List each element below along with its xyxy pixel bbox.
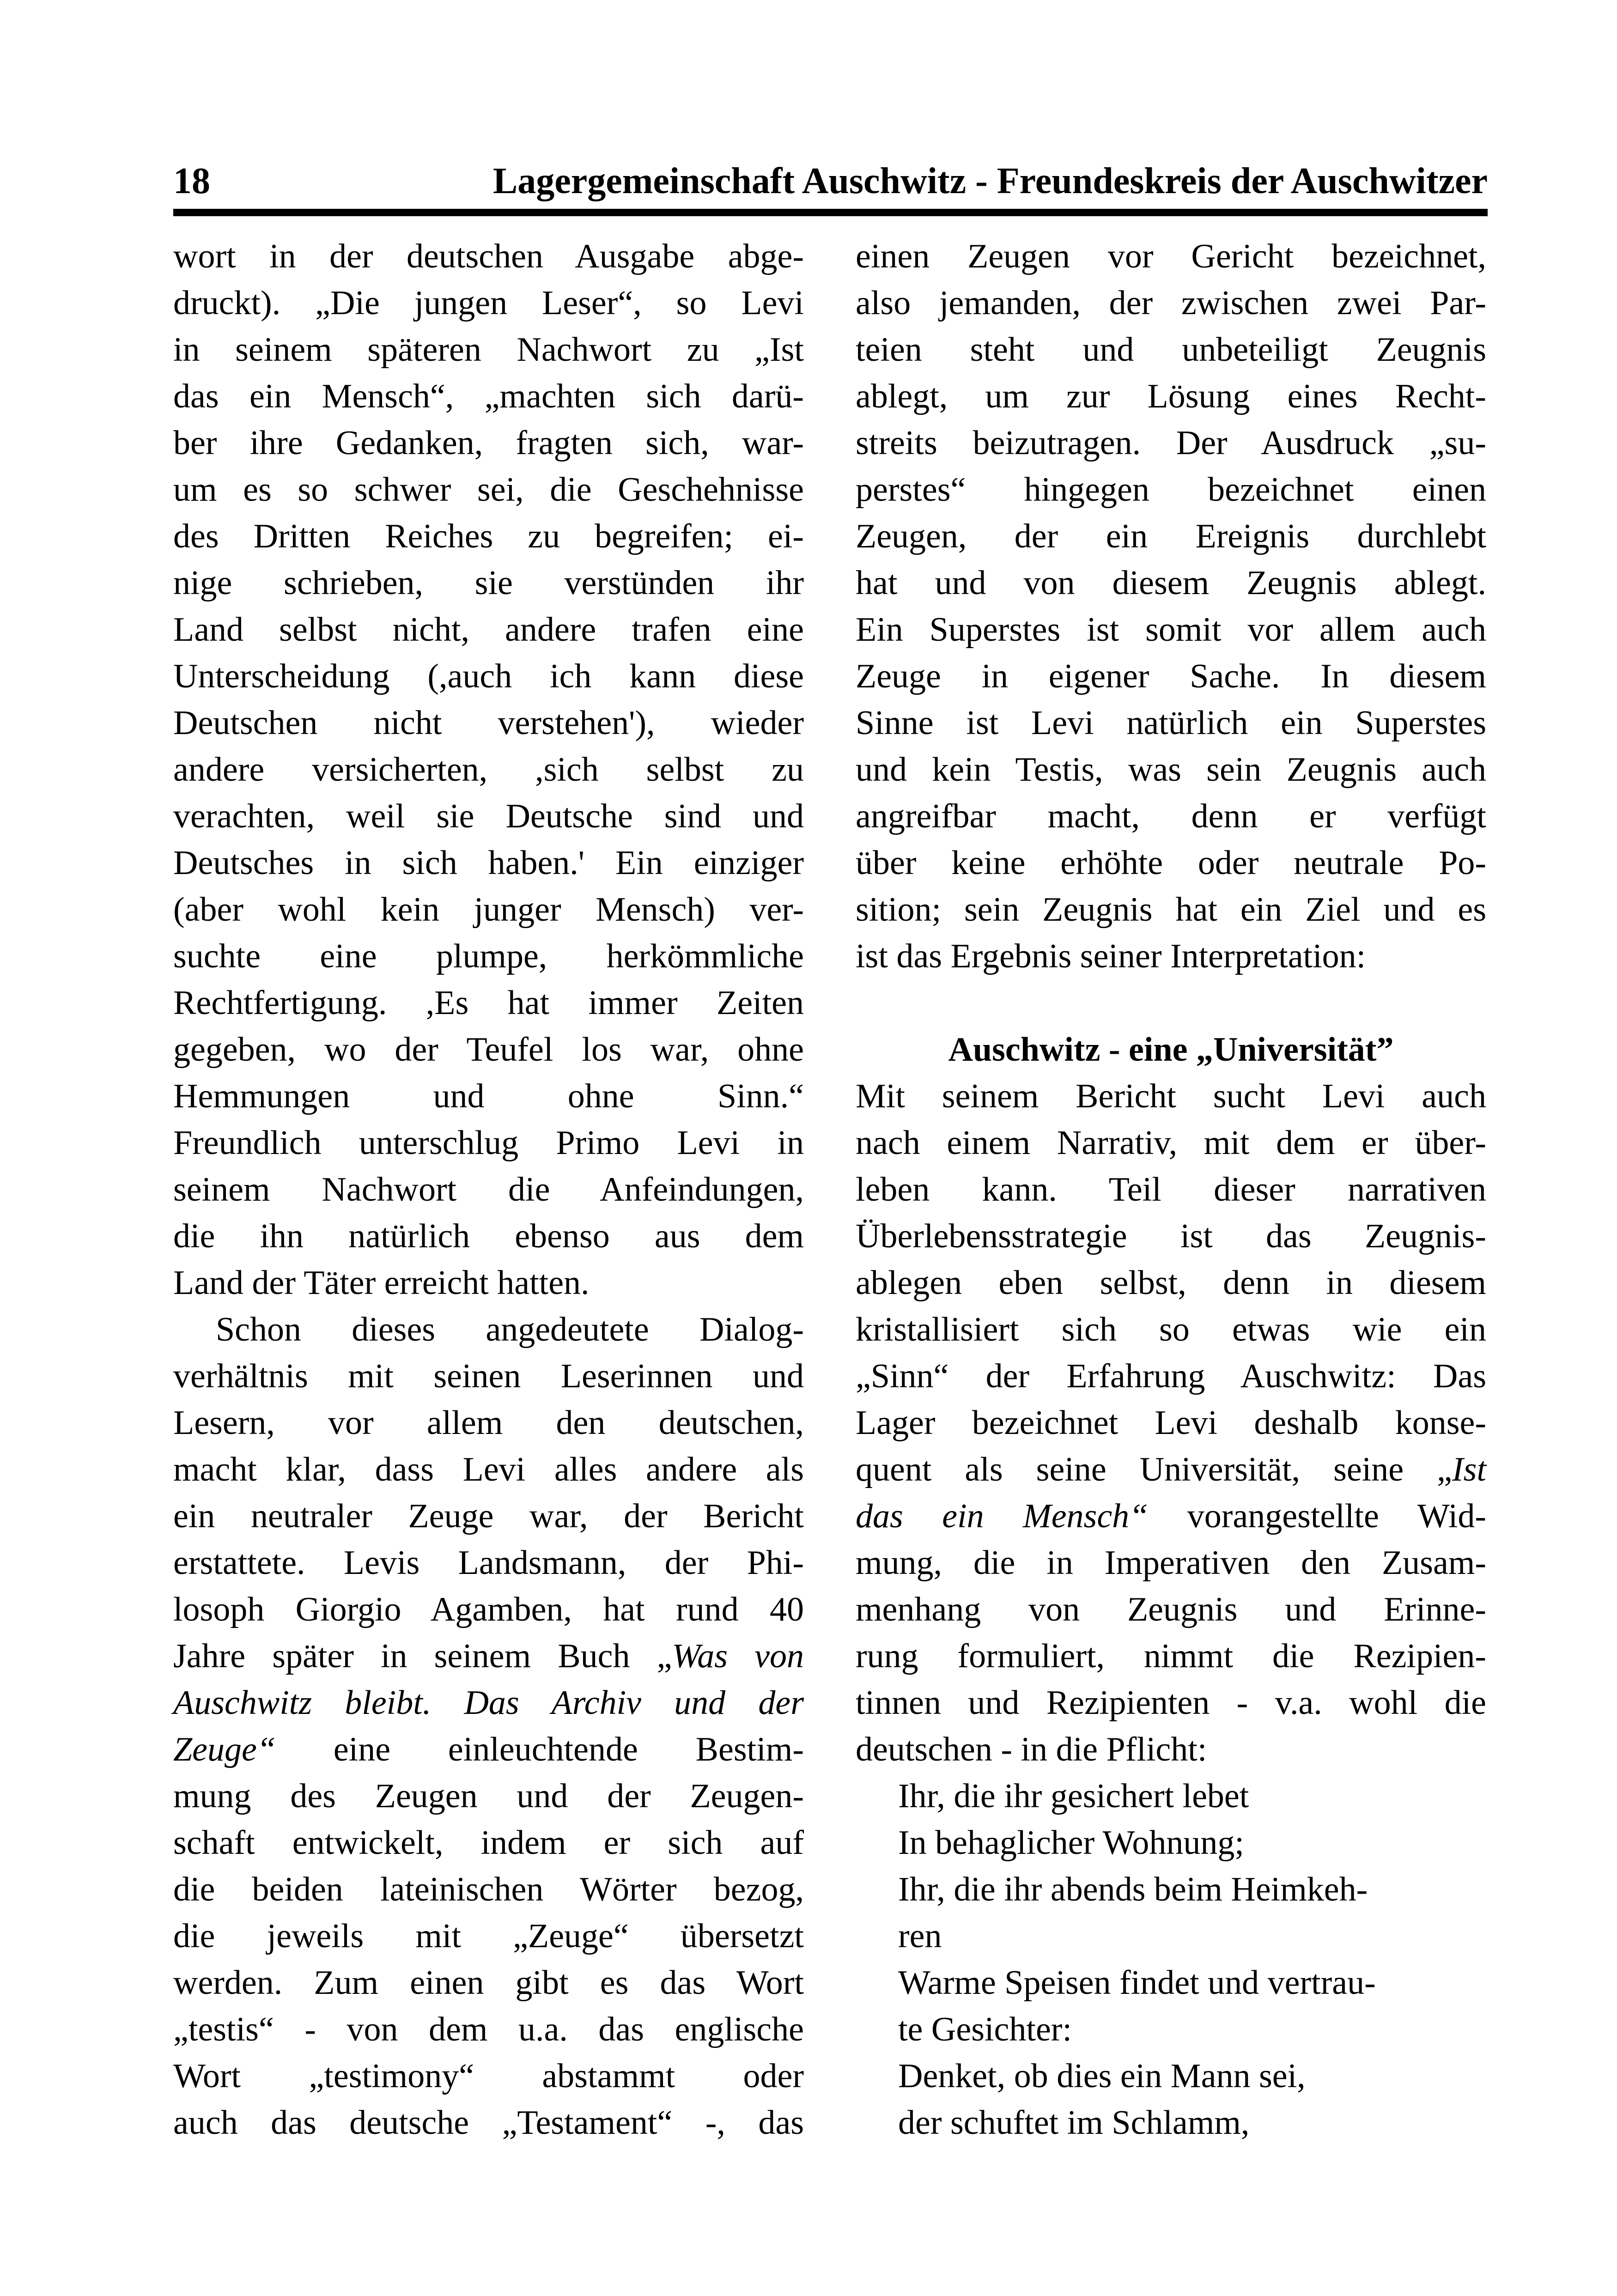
text-line: Wort „testimony“ abstammt oder <box>173 2057 804 2095</box>
text-line: verachten, weil sie Deutsche sind und <box>173 797 804 835</box>
poem-line: Warme Speisen findet und vertrau- <box>898 1964 1376 2002</box>
text-line: in seinem späteren Nachwort zu „Ist <box>173 331 804 369</box>
text-line: andere versicherten, ,sich selbst zu <box>173 751 804 789</box>
text-line: schaft entwickelt, indem er sich auf <box>173 1824 804 1862</box>
text-line: das ein Mensch“, „machten sich darü- <box>173 377 804 415</box>
text-line: und kein Testis, was sein Zeugnis auch <box>856 751 1486 789</box>
text-line: deutschen - in die Pflicht: <box>856 1731 1207 1768</box>
text-line: losoph Giorgio Agamben, hat rund 40 <box>173 1591 804 1628</box>
italic-segment: Ist <box>1452 1451 1486 1488</box>
text-line: werden. Zum einen gibt es das Wort <box>173 1964 804 2002</box>
poem-line: In behaglicher Wohnung; <box>898 1824 1244 1862</box>
text-line <box>173 1680 804 1726</box>
text-line: sition; sein Zeugnis hat ein Ziel und es <box>856 891 1486 929</box>
text-line: Schon dieses angedeutete Dialog- <box>216 1311 804 1348</box>
text-line: Ein Superstes ist somit vor allem auch <box>856 611 1486 649</box>
header-title: Lagergemeinschaft Auschwitz - Freundeskreis der Auschwitzer <box>492 161 1488 201</box>
text-line: Mit seinem Bericht sucht Levi auch <box>856 1077 1486 1115</box>
text-segment: Jahre später in seinem Buch „ <box>173 1637 672 1675</box>
text-line: angreifbar macht, denn er verfügt <box>856 797 1486 835</box>
italic-segment: Was von <box>672 1637 804 1675</box>
text-segment: quent als seine Universität, seine „ <box>856 1451 1452 1488</box>
text-line: ber ihre Gedanken, fragten sich, war- <box>173 424 804 462</box>
text-line: „Sinn“ der Erfahrung Auschwitz: Das <box>856 1357 1486 1395</box>
poem-line: Ihr, die ihr gesichert lebet <box>898 1777 1249 1815</box>
text-line: Deutschen nicht verstehen'), wieder <box>173 704 804 742</box>
page-header <box>173 162 1488 200</box>
text-line: hat und von diesem Zeugnis ablegt. <box>856 564 1486 602</box>
text-line <box>173 1633 804 1680</box>
text-line: macht klar, dass Levi alles andere als <box>173 1451 804 1488</box>
poem-line: Ihr, die ihr abends beim Heimkeh- <box>898 1871 1368 1908</box>
text-line: Freundlich unterschlug Primo Levi in <box>173 1124 804 1162</box>
page-number: 18 <box>173 161 210 201</box>
text-line: verhältnis mit seinen Leserinnen und <box>173 1357 804 1395</box>
text-line: Hemmungen und ohne Sinn.“ <box>173 1077 804 1115</box>
italic-segment: Auschwitz bleibt. Das Archiv und der <box>173 1684 804 1722</box>
text-line: tinnen und Rezipienten - v.a. wohl die <box>856 1684 1486 1722</box>
text-line: ist das Ergebnis seiner Interpretation: <box>856 937 1366 975</box>
text-line: nige schrieben, sie verstünden ihr <box>173 564 804 602</box>
text-line: Rechtfertigung. ,Es hat immer Zeiten <box>173 984 804 1022</box>
text-line: auch das deutsche „Testament“ -, das <box>173 2104 804 2142</box>
text-line: die ihn natürlich ebenso aus dem <box>173 1217 804 1255</box>
text-line: Zeugen, der ein Ereignis durchlebt <box>856 517 1486 555</box>
text-line: einen Zeugen vor Gericht bezeichnet, <box>856 237 1486 275</box>
text-line: (aber wohl kein junger Mensch) ver- <box>173 891 804 929</box>
text-line: also jemanden, der zwischen zwei Par- <box>856 284 1486 322</box>
text-line: ablegt, um zur Lösung eines Recht- <box>856 377 1486 415</box>
text-line: über keine erhöhte oder neutrale Po- <box>856 844 1486 882</box>
section-heading: Auschwitz - eine „Universität” <box>948 1031 1394 1069</box>
text-line: um es so schwer sei, die Geschehnisse <box>173 471 804 509</box>
text-line: die jeweils mit „Zeuge“ übersetzt <box>173 1917 804 1955</box>
text-line: ablegen eben selbst, denn in diesem <box>856 1264 1486 1302</box>
text-line: nach einem Narrativ, mit dem er über- <box>856 1124 1486 1162</box>
blank-line <box>856 980 1486 1027</box>
text-line: Überlebensstrategie ist das Zeugnis- <box>856 1217 1486 1255</box>
text-line: Zeuge in eigener Sache. In diesem <box>856 657 1486 695</box>
text-segment: eine einleuchtende Bestim- <box>276 1731 804 1768</box>
text-line: rung formuliert, nimmt die Rezipien- <box>856 1637 1486 1675</box>
text-line: Sinne ist Levi natürlich ein Superstes <box>856 704 1486 742</box>
text-segment: vorangestellte Wid- <box>1148 1497 1486 1535</box>
header-rule <box>173 209 1488 216</box>
text-line: mung, die in Imperativen den Zusam- <box>856 1544 1486 1582</box>
text-line: gegeben, wo der Teufel los war, ohne <box>173 1031 804 1069</box>
text-line: seinem Nachwort die Anfeindungen, <box>173 1171 804 1209</box>
text-line: perstes“ hingegen bezeichnet einen <box>856 471 1486 509</box>
poem-line: der schuftet im Schlamm, <box>898 2104 1250 2142</box>
text-line: leben kann. Teil dieser narrativen <box>856 1171 1486 1209</box>
text-line: kristallisiert sich so etwas wie ein <box>856 1311 1486 1348</box>
italic-segment: Zeuge“ <box>173 1731 276 1768</box>
text-line: suchte eine plumpe, herkömmliche <box>173 937 804 975</box>
italic-segment: das ein Mensch“ <box>856 1497 1149 1535</box>
text-line: streits beizutragen. Der Ausdruck „su- <box>856 424 1486 462</box>
text-line: des Dritten Reiches zu begreifen; ei- <box>173 517 804 555</box>
text-line: erstattete. Levis Landsmann, der Phi- <box>173 1544 804 1582</box>
poem-line: ren <box>898 1917 942 1955</box>
text-line: ein neutraler Zeuge war, der Bericht <box>173 1497 804 1535</box>
text-line: Lesern, vor allem den deutschen, <box>173 1404 804 1442</box>
text-line: menhang von Zeugnis und Erinne- <box>856 1591 1486 1628</box>
text-line: Land selbst nicht, andere trafen eine <box>173 611 804 649</box>
text-line <box>856 1493 1486 1540</box>
text-line: mung des Zeugen und der Zeugen- <box>173 1777 804 1815</box>
poem-line: Denket, ob dies ein Mann sei, <box>898 2057 1306 2095</box>
text-line <box>173 1726 804 1773</box>
text-line <box>856 1446 1486 1493</box>
text-line: Unterscheidung (,auch ich kann diese <box>173 657 804 695</box>
text-line: Deutsches in sich haben.' Ein einziger <box>173 844 804 882</box>
poem-line: te Gesichter: <box>898 2011 1072 2048</box>
text-line: Lager bezeichnet Levi deshalb konse- <box>856 1404 1486 1442</box>
left-column <box>173 233 804 2146</box>
text-line: Land der Täter erreicht hatten. <box>173 1264 590 1302</box>
text-line: wort in der deutschen Ausgabe abge- <box>173 237 804 275</box>
text-line: druckt). „Die jungen Leser“, so Levi <box>173 284 804 322</box>
text-line: „testis“ - von dem u.a. das englische <box>173 2011 804 2048</box>
text-line: teien steht und unbeteiligt Zeugnis <box>856 331 1486 369</box>
right-column <box>856 233 1486 2146</box>
text-line: die beiden lateinischen Wörter bezog, <box>173 1871 804 1908</box>
